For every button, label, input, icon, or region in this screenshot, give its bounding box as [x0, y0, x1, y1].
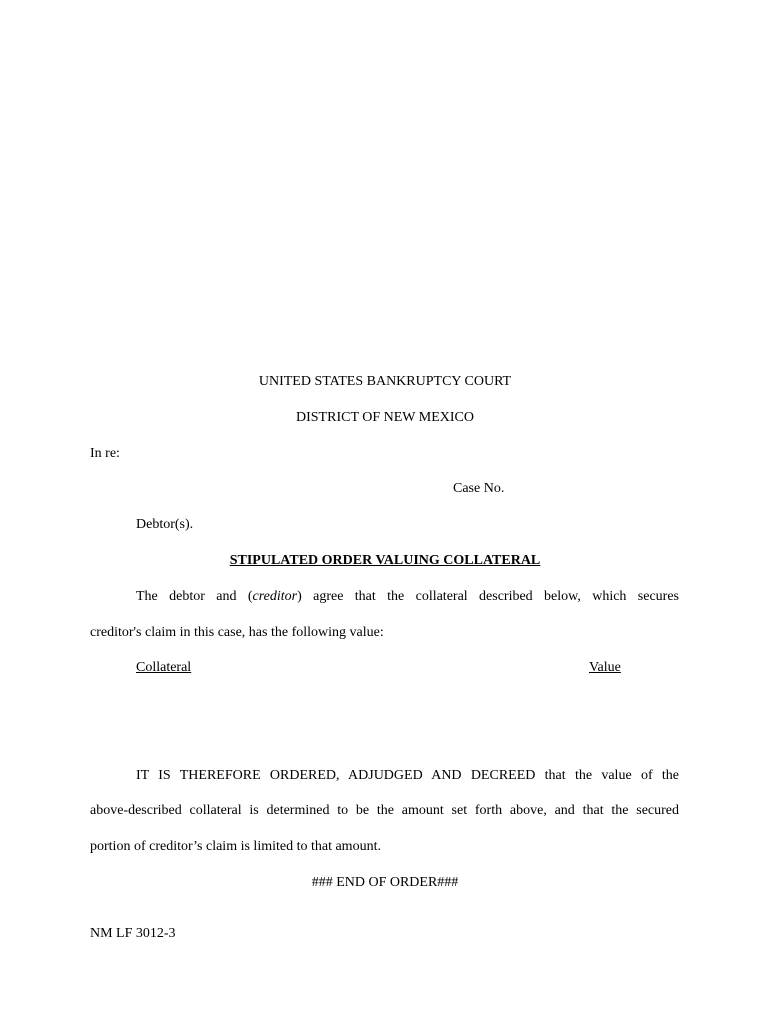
- end-of-order-marker: ### END OF ORDER###: [311, 875, 459, 890]
- decree-line-3: portion of creditor’s claim is limited to that amount.: [90, 839, 381, 854]
- form-identifier: NM LF 3012-3: [90, 926, 176, 941]
- intro-text-prefix: The debtor and (: [136, 589, 253, 604]
- in-re-label: In re:: [90, 446, 120, 461]
- debtors-label: Debtor(s).: [136, 517, 194, 532]
- intro-line-2: creditor's claim in this case, has the following value:: [90, 625, 384, 640]
- decree-line-2: above-described collateral is determined to be the amount set forth above, and that the secured: [90, 803, 679, 818]
- creditor-placeholder: creditor: [252, 589, 298, 604]
- decree-line-1-text: IT IS THEREFORE ORDERED, ADJUDGED AND DECREED that the value of the: [136, 768, 679, 783]
- order-title: STIPULATED ORDER VALUING COLLATERAL: [229, 553, 541, 568]
- district-name: DISTRICT OF NEW MEXICO: [296, 410, 474, 425]
- value-column-header: Value: [589, 660, 621, 675]
- case-number-label: Case No.: [453, 481, 505, 496]
- decree-line-1: [90, 767, 679, 785]
- intro-text-suffix: ) agree that the collateral described below, which secures: [297, 589, 679, 604]
- intro-line-1: [90, 588, 679, 606]
- collateral-column-header: Collateral: [136, 660, 192, 675]
- court-name: UNITED STATES BANKRUPTCY COURT: [258, 374, 512, 389]
